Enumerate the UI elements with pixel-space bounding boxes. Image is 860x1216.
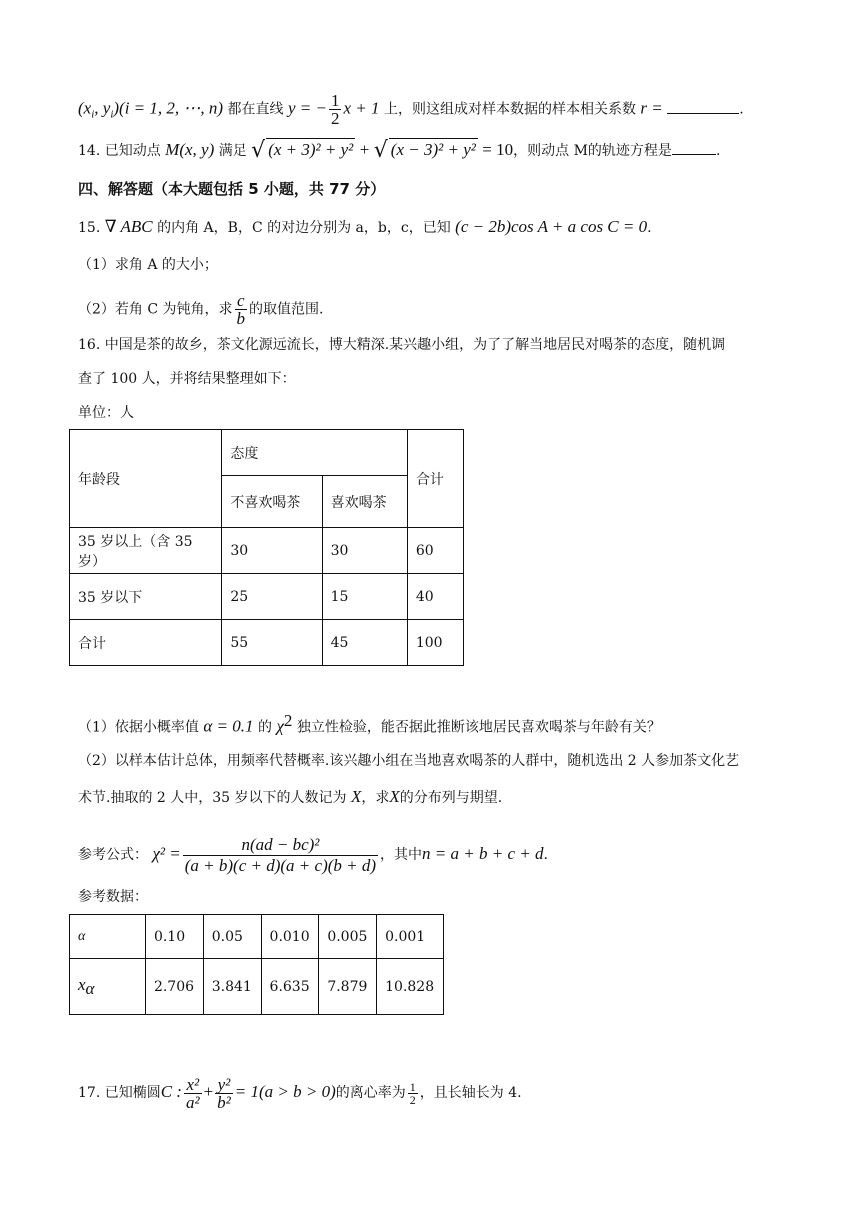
chi-symbol: χ xyxy=(276,716,284,736)
alpha-header: α xyxy=(70,915,146,959)
header-attitude: 态度 xyxy=(222,430,407,476)
q14-text3: ，则动点 M的轨迹方程是 xyxy=(513,143,672,159)
critical-value-cell: 7.879 xyxy=(319,959,377,1015)
eccentricity-fraction: $\frac{1}{2}$ xyxy=(409,1079,416,1107)
reference-table xyxy=(69,914,444,1015)
critical-value-cell: 6.635 xyxy=(261,959,319,1015)
q17-text2: 的离心率为 xyxy=(335,1085,406,1101)
q16-part2-tail: 的分布列与期望. xyxy=(399,790,503,806)
q16-part1-tail: 独立性检验，能否据此推断该地居民喜欢喝茶与年龄有关？ xyxy=(296,719,661,736)
formula-qizhong: ，其中 xyxy=(380,847,423,863)
row-label: 35 岁以上（含 35 岁） xyxy=(70,528,222,574)
header-age: 年龄段 xyxy=(70,430,222,528)
q15-part1: （1）求角 A 的大小； xyxy=(78,257,218,273)
q15-part2-tail: 的取值范围. xyxy=(249,301,324,318)
radicand-1: (x + 3)² + y² xyxy=(268,140,354,159)
row-label: 35 岁以下 xyxy=(70,574,222,620)
formula-lhs: χ² = xyxy=(152,844,181,863)
table-row xyxy=(70,620,464,666)
cell-like: 30 xyxy=(322,528,407,574)
q16-part1-text: （1）依据小概率值 xyxy=(78,719,199,736)
variable-x: X xyxy=(350,787,362,806)
alpha-value: α = 0.1 xyxy=(203,716,254,736)
header-total: 合计 xyxy=(407,430,463,528)
plus-sign: + xyxy=(203,1082,214,1101)
q15-part2-text: （2）若角 C 为钝角，求 xyxy=(78,301,233,318)
q16-unit: 单位：人 xyxy=(78,405,134,421)
cell-total: 100 xyxy=(407,620,463,666)
q13-tail-line: ($x_i$, $y_i)(i = 1$, 2, ⋯, n) 都在直线 y = − $\frac{1}{2}$ x + 1 上，则这组成对样本数据的样本相关系数 r = . xyxy=(78,91,744,128)
q13-text2: 上，则这组成对样本数据的样本相关系数 xyxy=(383,101,636,118)
q16-part2-text: 术节.抽取的 2 人中，35 岁以下的人数记为 xyxy=(78,790,347,806)
chi-exponent: 2 xyxy=(283,711,293,730)
point-m: M(x, y) xyxy=(165,140,215,159)
alpha-value-cell: 0.010 xyxy=(261,915,319,959)
q16-part1 xyxy=(78,710,661,739)
cell-dislike: 55 xyxy=(222,620,322,666)
chi-square-fraction: $\frac{\text{n(ad − bc)²}}{(a + b)(c + d)(a + c)(b + d)}$ xyxy=(184,834,377,875)
sample-points-lead: (x xyxy=(78,98,92,118)
q17-number: 17. xyxy=(78,1085,101,1101)
half-fraction: $\frac{1}{2}$ xyxy=(330,91,340,128)
q14-line: 14. 已知动点 M(x, y) 满足 √ (x + 3)² + y² + √ (x − 3)² + y² = 10，则动点 M的轨迹方程是 . xyxy=(78,138,721,163)
triangle-abc: ∇ ABC xyxy=(104,217,153,236)
table-row xyxy=(70,574,464,620)
q16-line2: 查了 100 人，并将结果整理如下： xyxy=(78,371,296,387)
q16-part1-de: 的 xyxy=(257,719,272,736)
q16-number: 16. xyxy=(78,337,101,353)
header-dislike: 不喜欢喝茶 xyxy=(222,476,322,528)
formula-label: 参考公式： xyxy=(78,847,148,863)
reference-formula xyxy=(78,834,548,876)
row-label: 合计 xyxy=(70,620,222,666)
q16-part2-qiu: ，求 xyxy=(361,790,390,806)
alpha-value-cell: 0.10 xyxy=(145,915,203,959)
formula-period: . xyxy=(543,847,548,863)
reference-data-label: 参考数据： xyxy=(78,889,148,905)
radicand-2: (x − 3)² + y² xyxy=(390,140,476,159)
table-row xyxy=(70,528,464,574)
line-eq-rhs: x + 1 xyxy=(343,98,380,118)
cell-like: 45 xyxy=(322,620,407,666)
cell-dislike: 25 xyxy=(222,574,322,620)
equals-ten: = 10 xyxy=(482,140,514,159)
q17-line xyxy=(78,1072,522,1113)
variable-x: X xyxy=(389,787,400,806)
c-over-b-fraction: $\frac{c}{b}$ xyxy=(236,291,246,328)
q16-text1: 中国是茶的故乡，茶文化源远流长，博大精深.某兴趣小组，为了了解当地居民对喝茶的态度，随机调 xyxy=(104,337,726,353)
sample-points-mid: , y xyxy=(94,98,111,118)
survey-table xyxy=(69,429,464,666)
line-eq-lhs: y = − xyxy=(287,98,327,118)
q16-part2-line1: （2）以样本估计总体，用频率代替概率.该兴趣小组在当地喜欢喝茶的人群中，随机选出 2 人参加茶文化艺 xyxy=(78,753,740,769)
q15-text1: 的内角 A，B，C 的对边分别为 a，b，c，已知 xyxy=(157,220,451,236)
cell-like: 15 xyxy=(322,574,407,620)
cell-total: 60 xyxy=(407,528,463,574)
q14-text1: 已知动点 xyxy=(104,143,161,159)
q15-line: 15. ∇ ABC 的内角 A，B，C 的对边分别为 a，b，c，已知 (c − 2b)cos A + a cos C = 0. xyxy=(78,217,652,236)
x-alpha-header: $x_\alpha$ xyxy=(70,959,146,1015)
q15-number: 15. xyxy=(78,220,101,236)
q17-text1: 已知椭圆 xyxy=(104,1085,161,1101)
header-like: 喜欢喝茶 xyxy=(322,476,407,528)
q16-part2-line2 xyxy=(78,786,502,809)
alpha-value-cell: 0.001 xyxy=(377,915,444,959)
cell-total: 40 xyxy=(407,574,463,620)
ellipse-condition: = 1(a > b > 0) xyxy=(234,1082,336,1101)
critical-value-cell: 2.706 xyxy=(145,959,203,1015)
ellipse-c: C : xyxy=(160,1082,182,1101)
plus-sign: + xyxy=(359,140,370,159)
q14-number: 14. xyxy=(78,143,101,159)
q15-part2 xyxy=(78,292,323,327)
q16-line1 xyxy=(78,334,725,356)
answer-blank-14[interactable] xyxy=(672,140,716,155)
q15-condition: (c − 2b)cos A + a cos C = 0 xyxy=(455,217,648,236)
formula-n: n = a + b + c + d xyxy=(422,844,544,863)
answer-blank-13[interactable] xyxy=(667,99,739,114)
r-equals: r = xyxy=(640,98,663,118)
alpha-value-cell: 0.05 xyxy=(203,915,261,959)
section-heading: 四、解答题（本大题包括 5 小题，共 77 分） xyxy=(78,180,386,198)
critical-value-cell: 10.828 xyxy=(377,959,444,1015)
q13-text1: 都在直线 xyxy=(227,101,284,118)
q14-text2: 满足 xyxy=(218,143,247,159)
q17-text3: ，且长轴长为 4. xyxy=(419,1085,522,1101)
x-fraction: $\frac{\text{x²}}{\text{a²}}$ xyxy=(185,1074,200,1112)
alpha-value-cell: 0.005 xyxy=(319,915,377,959)
y-fraction: $\frac{\text{y²}}{\text{b²}}$ xyxy=(217,1074,231,1112)
cell-dislike: 30 xyxy=(222,528,322,574)
sample-points-close: )(i = 1, 2, ⋯, n) xyxy=(113,98,224,118)
critical-value-cell: 3.841 xyxy=(203,959,261,1015)
